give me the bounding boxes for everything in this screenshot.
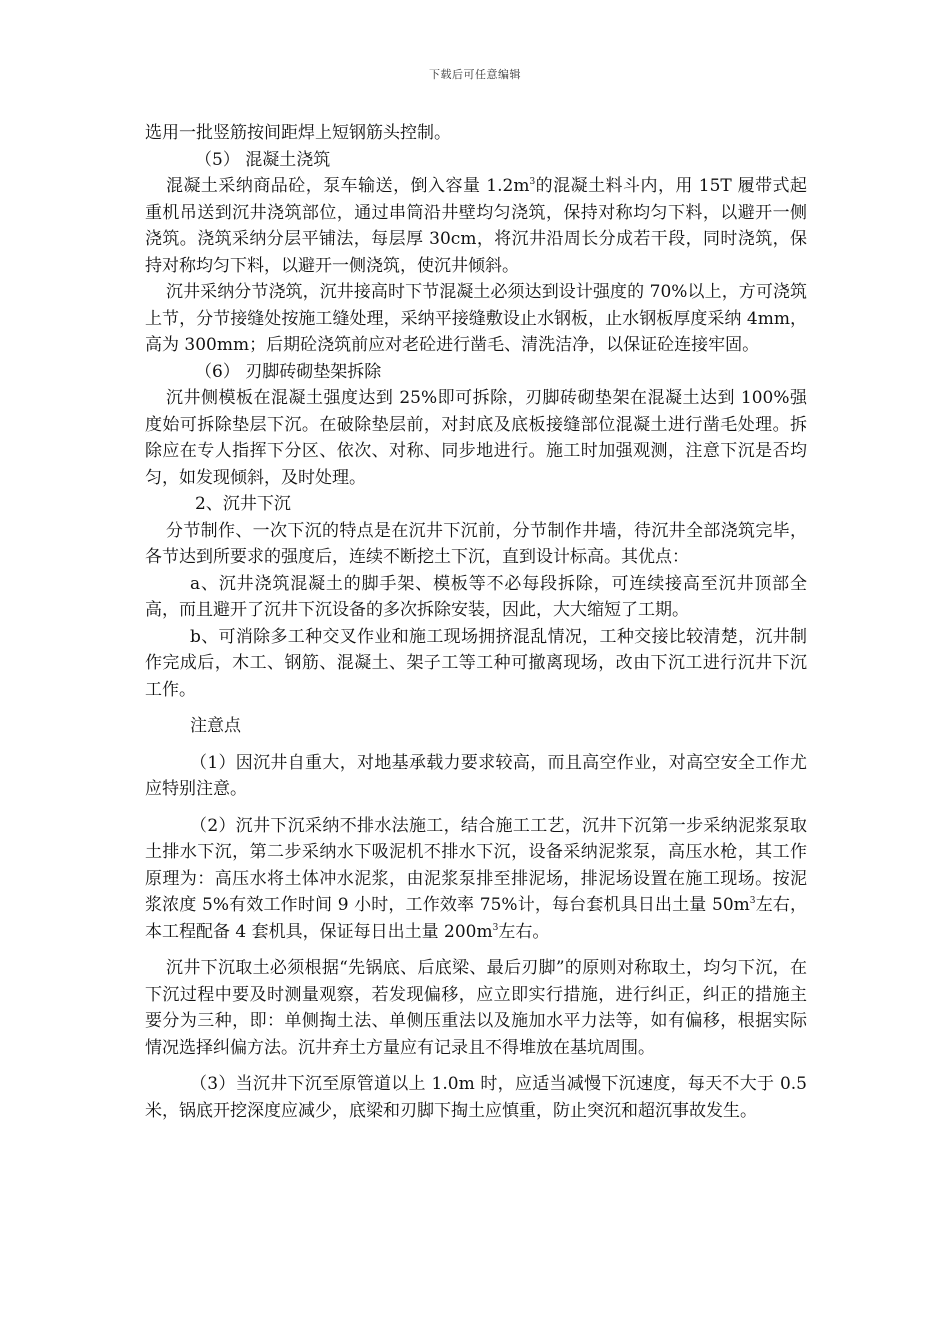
page-header: 下载后可任意编辑 (429, 68, 521, 81)
heading-notes: 注意点 (190, 716, 241, 736)
paragraph-concrete-pouring (145, 173, 807, 279)
paragraph-segmented-pouring: 沉井采纳分节浇筑，沉井接高时下节混凝土必须达到设计强度的 70%以上，方可浇筑上节，分节接缝处按施工缝处理，采纳平接缝敷设止水钢板，止水钢板厚度采纳 4mm，高为 300mm；后期砼浇筑前应对老砼进行凿毛、清洗洁净，以保证砼连接牢固。 (145, 282, 807, 355)
paragraph-advantage-a: a、沉井浇筑混凝土的脚手架、模板等不必每段拆除，可连续接高至沉井顶部全高，而且避开了沉井下沉设备的多次拆除安装，因此，大大缩短了工期。 (145, 573, 807, 620)
paragraph-advantage-b: b、可消除多工种交叉作业和施工现场拥挤混乱情况，工种交接比较清楚，沉井制作完成后，木工、钢筋、混凝土、架子工等工种可撤离现场，改由下沉工进行沉井下沉工作。 (145, 626, 807, 700)
text-run: 左右，本工程配备 4 套机具，保证每日出土量 200m (145, 895, 808, 942)
paragraph-note-3: （3）当沉井下沉至原管道以上 1.0m 时，应适当减慢下沉速度，每天不大于 0.5 米，锅底开挖深度应减少，底梁和刃脚下掏土应慎重，防止突沉和超沉事故发生。 (145, 1074, 807, 1121)
superscript: 3 (749, 896, 756, 906)
paragraph-note-1: （1）因沉井自重大，对地基承载力要求较高，而且高空作业，对高空安全工作尤应特别注意。 (145, 752, 807, 799)
text-run: （2）沉井下沉采纳不排水法施工，结合施工工艺，沉井下沉第一步采纳泥浆泵取土排水下沉，第二步采纳水下吸泥机不排水下沉，设备采纳泥浆泵，高压水枪，其工作原理为：高压水将土体冲水泥浆，由泥浆泵排至排泥场，排泥场设置在施工现场。按泥浆浓度 5%有效工作时间 9 小时，工作效率 75%计，每台套机具日出土量 50m (145, 815, 807, 915)
text-run: 混凝土采纳商品砼，泵车输送，倒入容量 1.2m (166, 176, 530, 196)
text-run: 的混凝土料斗内，用 15T 履带式起重机吊送到沉井浇筑部位，通过串筒沿井壁均匀浇筑，保持对称均匀下料，以避开一侧浇筑。浇筑采纳分层平铺法，每层厚 30cm，将沉井沿周长分成若干段，同时浇筑，保持对称均匀下料，以避开一侧浇筑，使沉井倾斜。 (145, 176, 808, 276)
text-run: 左右。 (498, 921, 550, 942)
heading-brick-support-removal: （6） 刃脚砖砌垫架拆除 (195, 361, 382, 382)
superscript: 3 (492, 922, 499, 933)
paragraph-formwork-removal: 沉井侧模板在混凝土强度达到 25%即可拆除，刃脚砖砌垫架在混凝土达到 100%强度始可拆除垫层下沉。在破除垫层前，对封底及底板接缝部位混凝土进行凿毛处理。拆除应在专人指挥下分区、依次、对称、同步地进行。施工时加强观测，注意下沉是否均匀，如发现倾斜，及时处理。 (145, 388, 807, 488)
paragraph-sinking-features: 分节制作、一次下沉的特点是在沉井下沉前，分节制作井墙，待沉井全部浇筑完毕，各节达到所要求的强度后，连续不断挖土下沉，直到设计标高。其优点： (145, 520, 807, 567)
paragraph-rebar-control: 选用一批竖筋按间距焊上短钢筋头控制。 (145, 123, 451, 143)
paragraph-soil-removal: 沉井下沉取土必须根据“先锅底、后底梁、最后刃脚”的原则对称取土，均匀下沉，在下沉过程中要及时测量观察，若发现偏移，应立即实行措施，进行纠正，纠正的措施主要分为三种，即：单侧掏土法、单侧压重法以及施加水平力法等，如有偏移，根据实际情况选择纠偏方法。沉井弃土方量应有记录且不得堆放在基坑周围。 (145, 958, 807, 1058)
heading-caisson-sinking: 2、沉井下沉 (195, 494, 291, 514)
heading-concrete-pouring: （5） 混凝土浇筑 (195, 149, 331, 170)
paragraph-note-2 (145, 813, 807, 946)
superscript: 3 (529, 177, 536, 187)
document-body (145, 120, 807, 1124)
